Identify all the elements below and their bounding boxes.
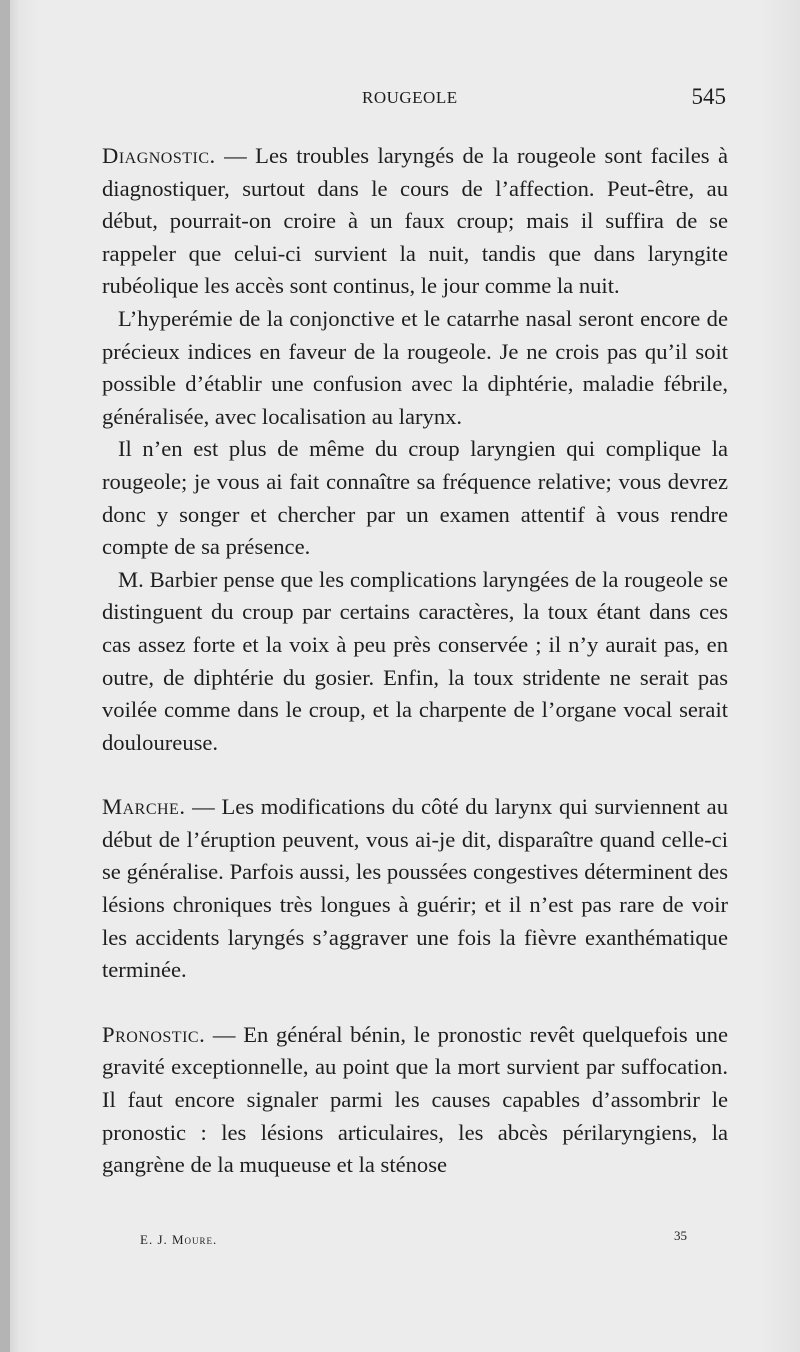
running-title: ROUGEOLE — [362, 88, 458, 107]
page-number: 545 — [691, 84, 726, 109]
pronostic-dash: — — [205, 1021, 244, 1047]
marche-text: Les modifications du côté du larynx qui surviennent au début de l’éruption peuvent, vous ai-je dit, disparaître quand celle-ci se généralise. Parfois aussi, les poussées congestives déterminent des lésions chroniques très longues à guérir; et il n’est pas rare de voir les accidents laryngés s’aggraver une fois la fièvre exanthématique terminée. — [102, 794, 729, 983]
marche-dash: — — [185, 794, 222, 820]
diagnostic-paragraph-3: Il n’en est plus de même du croup laryngien qui complique la rougeole; je vous ai fait connaître sa fréquence relative; vous devrez donc y songer et chercher par un examen attentif à vous rendre compte de sa présence. — [102, 436, 728, 560]
page-edge-shadow — [0, 0, 10, 1352]
body-text — [102, 140, 728, 1182]
signature-number: 35 — [674, 1228, 687, 1243]
printer-signature: E. J. Moure. — [140, 1232, 218, 1247]
marche-heading: Marche. — [102, 794, 186, 820]
section-gap — [102, 987, 728, 1019]
diagnostic-text-1: Les troubles laryngés de la rougeole sont faciles à diagnostiquer, surtout dans le cours de l’affection. Peut-être, au début, pourrait-on croire à un faux croup; mais il suffira de se rappeler que celui-ci survient la nuit, tandis que dans laryngite rubéolique les accès sont continus, le jour comme la nuit. — [102, 143, 728, 299]
section-gap — [102, 759, 728, 791]
diagnostic-heading: Diagnostic. — [102, 143, 216, 168]
pronostic-paragraph — [102, 1019, 728, 1182]
pronostic-text: En général bénin, le pronostic revêt quelquefois une gravité exceptionnelle, au point que la mort survient par suffocation. Il faut encore signaler parmi les causes capables d’assombrir le pronostic : les lésions articulaires, les abcès périlaryngiens, la gangrène de la muqueuse et la sténose — [102, 1021, 728, 1178]
diagnostic-paragraph-4: M. Barbier pense que les complications laryngées de la rougeole se distinguent du croup par certains caractères, la toux étant dans ces cas assez forte et la voix à peu près conservée ; il n’y aurait pas, en outre, de diphtérie du gosier. Enfin, la toux stridente ne serait pas voilée comme dans le croup, et la charpente de l’organe vocal serait douloureuse. — [102, 566, 728, 755]
running-head — [0, 86, 800, 116]
diagnostic-paragraph-2: L’hyperémie de la conjonctive et le catarrhe nasal seront encore de précieux indices en faveur de la rougeole. Je ne crois pas qu’il soit possible d’établir une confusion avec la diphtérie, maladie fébrile, généralisée, avec localisation au larynx. — [102, 305, 728, 429]
diagnostic-dash: — — [215, 143, 256, 168]
page-footer — [0, 1228, 800, 1252]
diagnostic-paragraph-1 — [102, 140, 728, 303]
pronostic-heading: Pronostic. — [102, 1021, 206, 1047]
marche-paragraph — [102, 791, 728, 987]
